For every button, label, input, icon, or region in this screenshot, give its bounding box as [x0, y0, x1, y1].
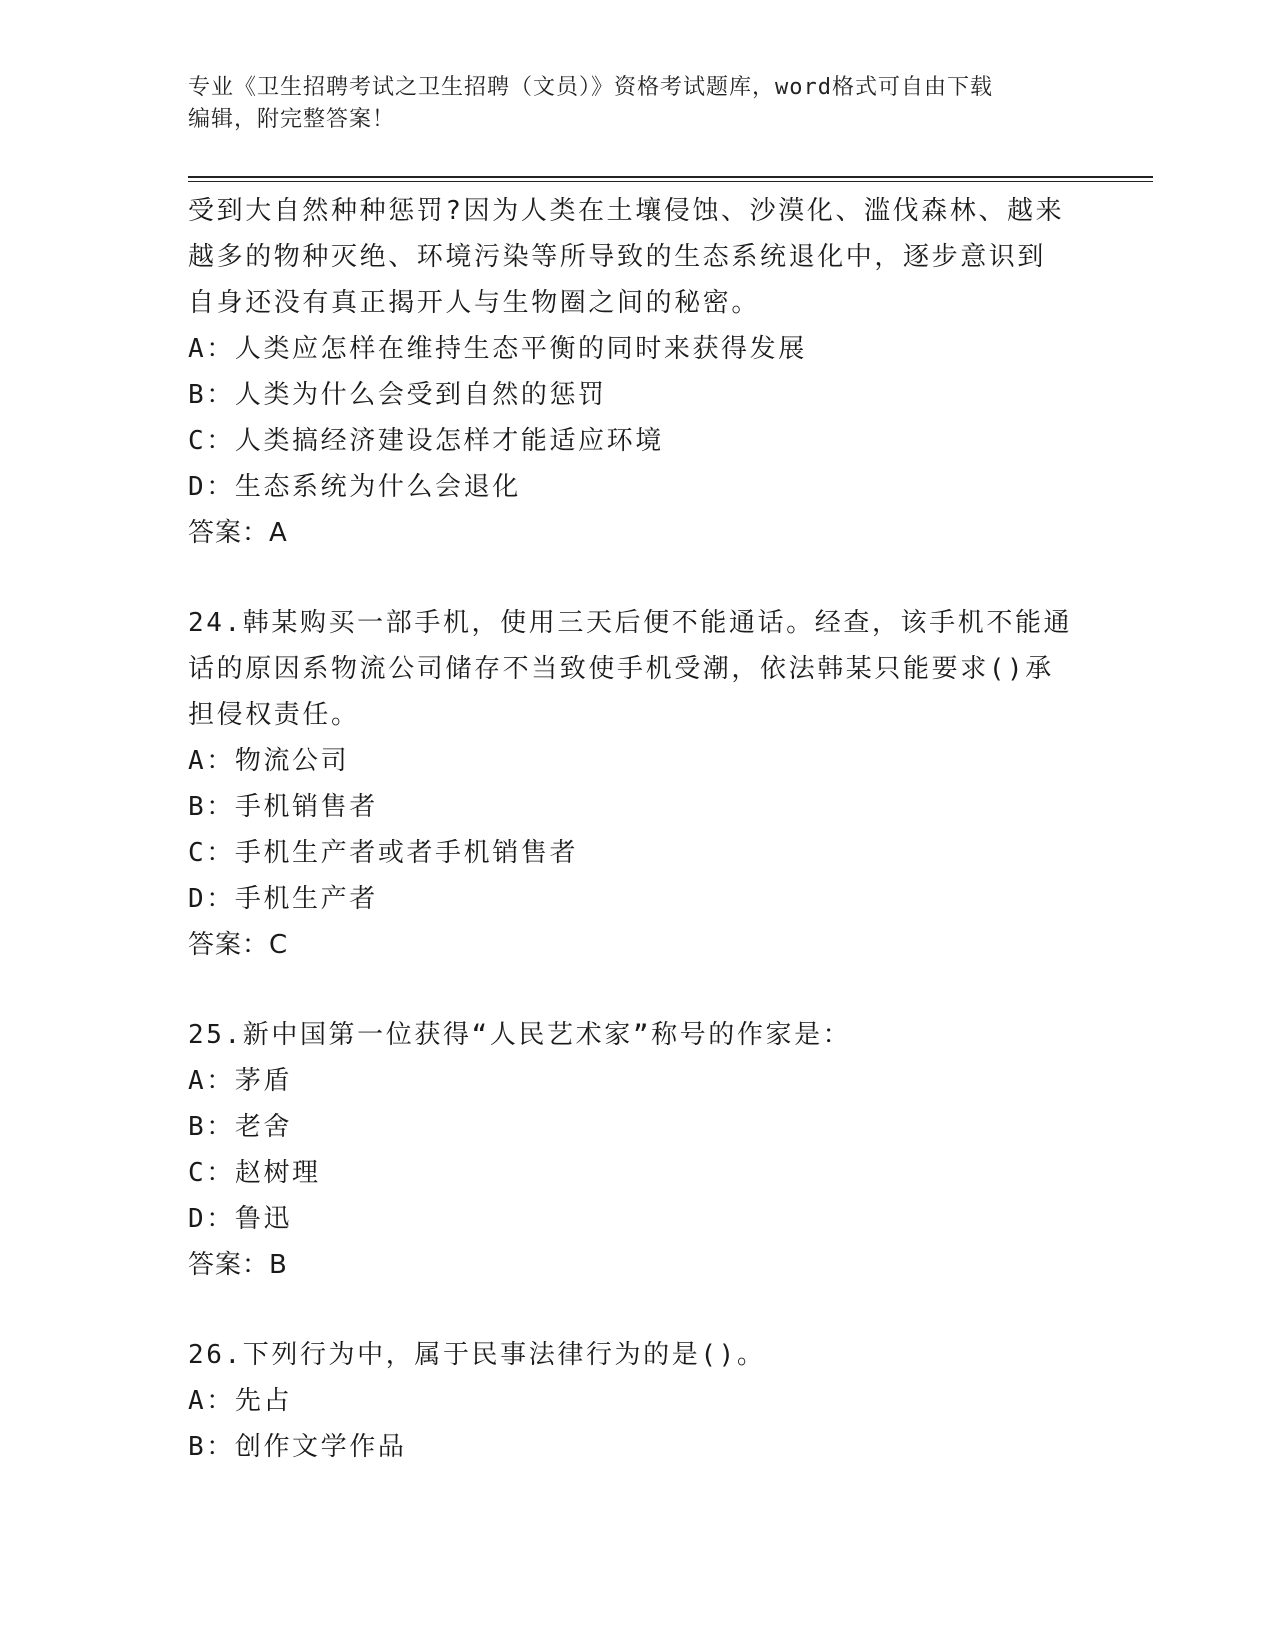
spacer	[188, 968, 1088, 1012]
option-b: B：创作文学作品	[188, 1432, 407, 1462]
answer-line: 答案：A	[188, 518, 288, 548]
header-divider-thick	[188, 176, 1153, 178]
header-divider-thin	[188, 181, 1153, 182]
question-23	[188, 188, 1088, 556]
option-b: B：人类为什么会受到自然的惩罚	[188, 380, 607, 410]
question-24	[188, 600, 1088, 968]
option-c: C：赵树理	[188, 1158, 321, 1188]
option-c: C：手机生产者或者手机销售者	[188, 838, 579, 868]
option-d: D：手机生产者	[188, 884, 378, 914]
option-a: A：先占	[188, 1386, 293, 1416]
answer-line: 答案：B	[188, 1250, 288, 1280]
spacer	[188, 1288, 1088, 1332]
header-title-line-1: 专业《卫生招聘考试之卫生招聘（文员）》资格考试题库，word格式可自由下载	[188, 75, 993, 100]
option-d: D：鲁迅	[188, 1204, 293, 1234]
option-a: A：人类应怎样在维持生态平衡的同时来获得发展	[188, 334, 807, 364]
question-stem-line: 25.新中国第一位获得“人民艺术家”称号的作家是：	[188, 1020, 852, 1050]
question-list	[188, 188, 1088, 1470]
option-d: D：生态系统为什么会退化	[188, 472, 521, 502]
header-title-line-2: 编辑，附完整答案！	[188, 107, 396, 132]
question-stem-line: 26.下列行为中，属于民事法律行为的是()。	[188, 1340, 766, 1370]
option-b: B：老舍	[188, 1112, 293, 1142]
question-stem-line: 24.韩某购买一部手机，使用三天后便不能通话。经查，该手机不能通	[188, 608, 1073, 638]
question-25	[188, 1012, 1088, 1288]
document-header	[188, 72, 1088, 136]
option-b: B：手机销售者	[188, 792, 378, 822]
option-a: A：茅盾	[188, 1066, 293, 1096]
answer-line: 答案：C	[188, 930, 289, 960]
question-stem-line: 担侵权责任。	[188, 700, 360, 730]
question-26	[188, 1332, 1088, 1470]
option-c: C：人类搞经济建设怎样才能适应环境	[188, 426, 664, 456]
spacer	[188, 556, 1088, 600]
question-stem-line: 受到大自然种种惩罚?因为人类在土壤侵蚀、沙漠化、滥伐森林、越来	[188, 196, 1065, 226]
question-stem-line: 越多的物种灭绝、环境污染等所导致的生态系统退化中，逐步意识到	[188, 242, 1047, 272]
question-stem-line: 话的原因系物流公司储存不当致使手机受潮，依法韩某只能要求()承	[188, 654, 1054, 684]
option-a: A：物流公司	[188, 746, 350, 776]
question-stem-line: 自身还没有真正揭开人与生物圈之间的秘密。	[188, 288, 761, 318]
